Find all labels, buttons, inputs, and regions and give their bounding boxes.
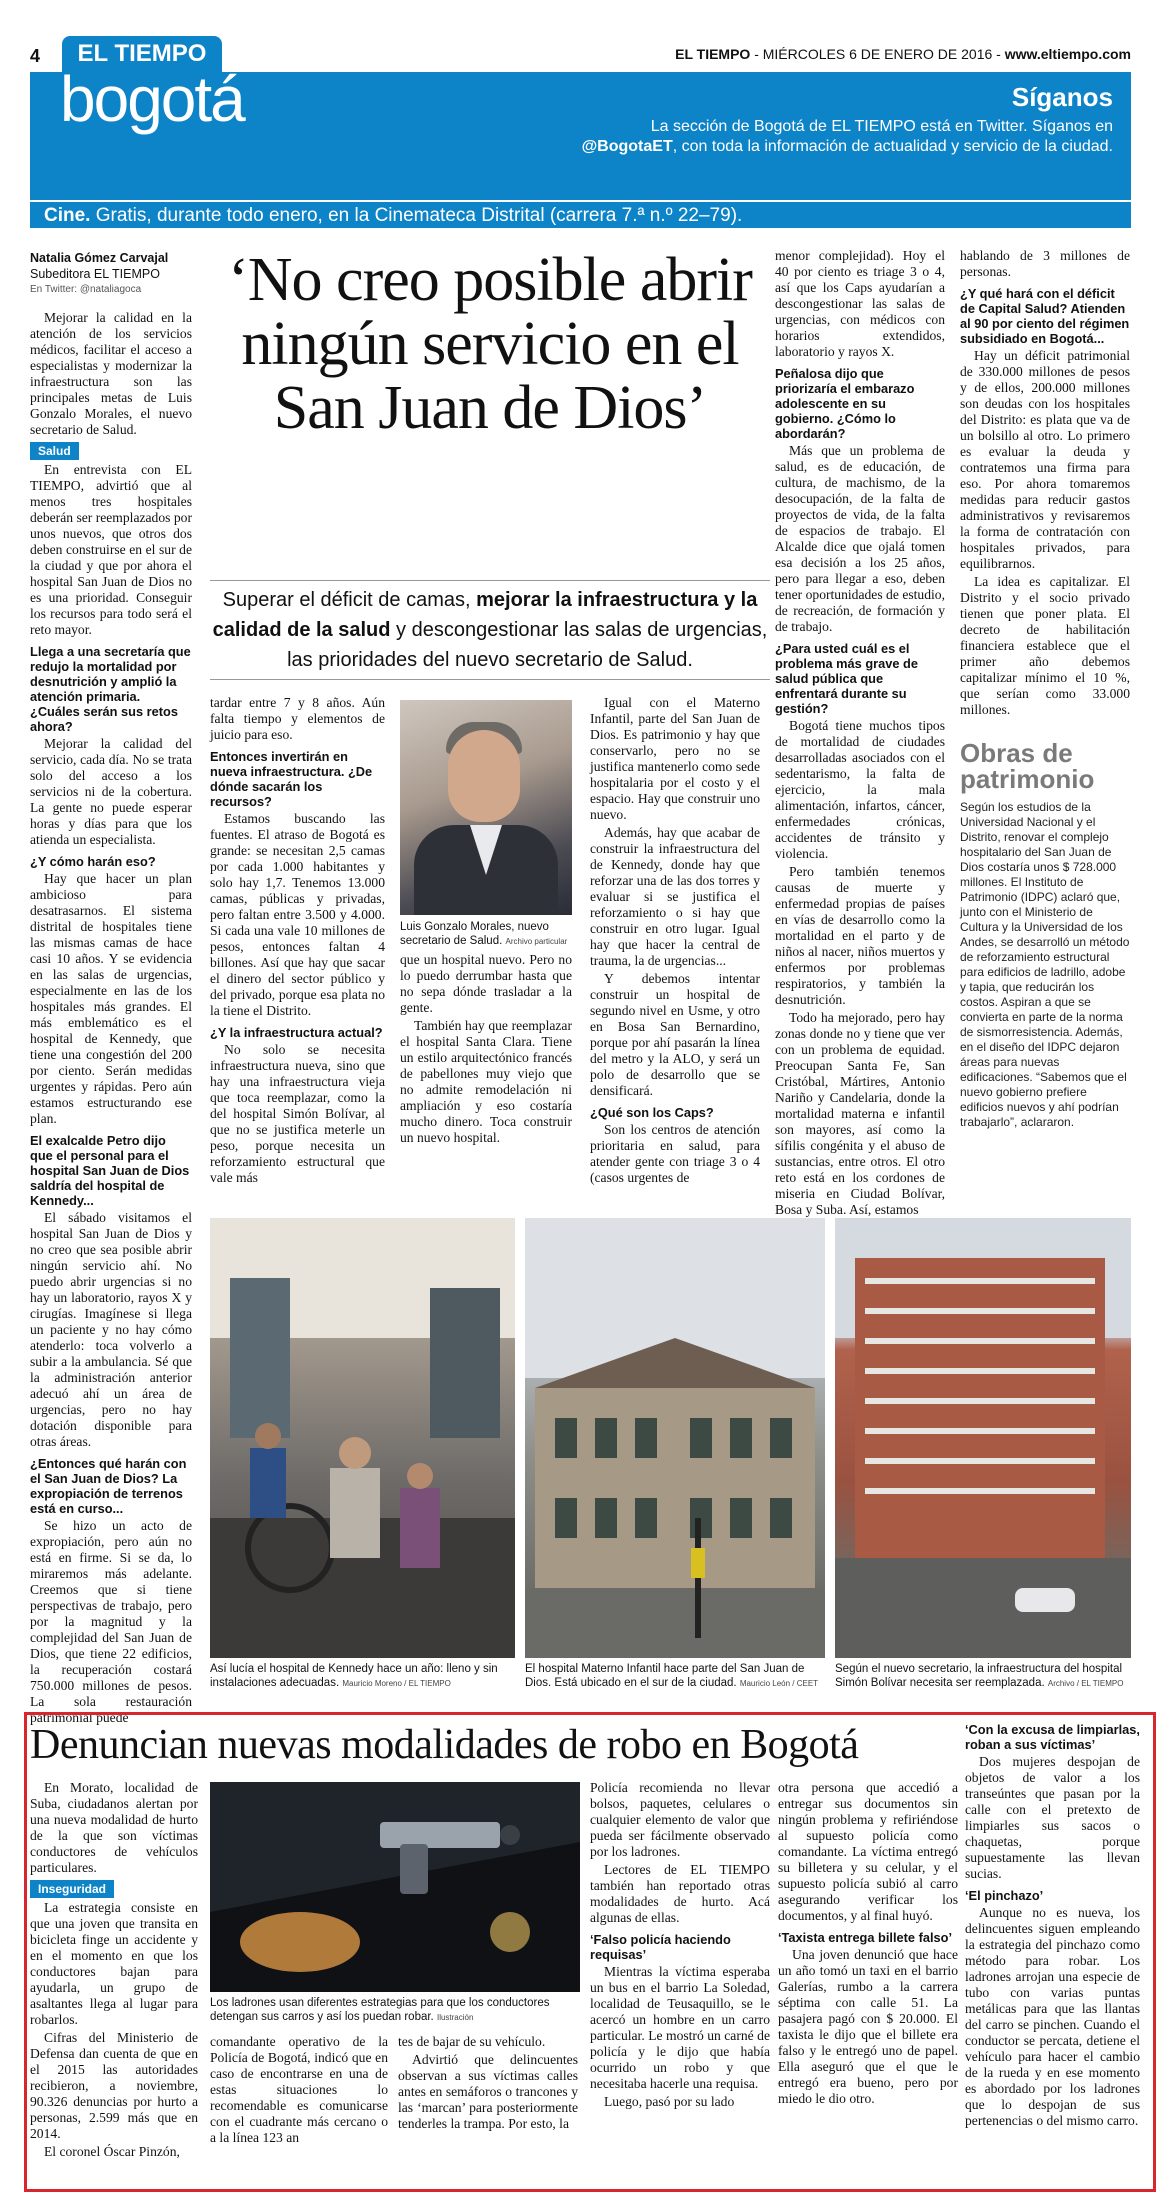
question: Peñalosa dijo que priorizaría el embarazo adolescente en su gobierno. ¿Cómo lo abordarán? (775, 366, 915, 441)
question: ¿Qué son los Caps? (590, 1105, 714, 1120)
answer: Hay un déficit patrimonial de 330.000 millones de pesos y de ellos, 200.000 millones son deudas con los hospitales del Distrito: es plata que va de un bolsillo al otro. Lo primero es evaluar la deuda y contratemos una firma para eso. Por ahora tomaremos medidas para reducir gastos administrativos y revisaremos la forma de contratación con hospitales privados, para equilibrarnos. (960, 348, 1130, 571)
author-name: Natalia Gómez Carvajal (30, 251, 169, 265)
answer: No solo se necesita infraestructura nueva, sino que hay una infraestructura vieja que toca reemplazar, como la del hospital Simón Bolívar, al que no se justifica meterle un peso, porque necesita un reforzamiento estructural que vale más (210, 1042, 385, 1185)
paragraph: menor complejidad). Hoy el 40 por ciento es triage 3 o 4, así que los Caps ayudarían a descongestionar las salas de urgencias, con médicos con horarios extendidos, laboratorio y rayos X. (775, 248, 945, 359)
follow-text-part: La sección de Bogotá de EL TIEMPO está en Twitter. Síganos en (650, 118, 1113, 135)
gun-car-illustration (210, 1782, 580, 1992)
caption-text: Así lucía el hospital de Kennedy hace un año: lleno y sin instalaciones adecuadas. (210, 1663, 498, 1689)
follow-text-part: , con toda la información de actualidad y servicio de la ciudad. (672, 138, 1113, 155)
answer: Estamos buscando las fuentes. El atraso de Bogotá es grande: se necesitan 2,5 camas por cada 1.000 habitantes y solo hay 1,7. Tenemos 13.000 camas, públicas y privadas, pero faltan entre 3.500 y 4.000. Si cada una vale 10 millones de pesos, entonces faltan 4 billones. Así que hay que sacar el dinero del sector público y del privado, porque esa plata no la tiene el Distrito. (210, 811, 385, 1018)
caption-text: El hospital Materno Infantil hace parte del San Juan de Dios. Está ubicado en el sur de la ciudad. (525, 1663, 805, 1689)
paragraph: Y debemos intentar construir un hospital de segundo nivel en Usme, y otro en Bosa San Bernardino, porque por ahí pasarán la línea del metro y la ALO, y será un polo de desarrollo que se densificará. (590, 971, 760, 1098)
hospital-waiting-illustration (210, 1218, 515, 1658)
follow-text (553, 117, 1113, 157)
follow-title: Síganos (1011, 82, 1113, 112)
photo-kennedy-hospital (210, 1218, 515, 1658)
caption-text: Según el nuevo secretario, la infraestructura del hospital Simón Bolívar necesita ser reemplazada. (835, 1663, 1123, 1689)
question: Llega a una secretaría que redujo la mortalidad por desnutrición y amplió la atención primaria. ¿Cuáles serán sus retos ahora? (30, 644, 191, 734)
section-tag: Inseguridad (30, 1880, 114, 1898)
question: Entonces invertirán en nueva infraestructura. ¿De dónde sacarán los recursos? (210, 749, 373, 809)
twitter-handle[interactable]: @BogotaET (581, 138, 673, 155)
photo-materno-infantil (525, 1218, 825, 1658)
section-tag: Salud (30, 442, 79, 460)
portrait-caption (400, 920, 572, 949)
column-2 (210, 695, 385, 1188)
byline (30, 250, 192, 298)
photo-credit: Archivo particular (505, 937, 568, 946)
paragraph: El coronel Óscar Pinzón, (44, 2144, 180, 2159)
paragraph: Aunque no es nueva, los delincuentes siguen empleando la estrategia del pinchazo como método para robar. Los ladrones arrojan una especie de tubo con varias puntas metálicas para que las llantas del carro se pinchen. Cuando el conductor se percata, detiene el vehículo para hacer el cambio de la rueda y en ese momento es abordado por los ladrones que lo despojan de sus pertenencias o del mismo carro. (965, 1905, 1140, 2128)
paragraph: Igual con el Materno Infantil, parte del San Juan de Dios. Es patrimonio y hay que conservarlo, pero no se justifica mantenerlo como sede hospitalaria por el costo y el espacio. Hay que construir uno nuevo. (590, 695, 760, 822)
paragraph: En entrevista con EL TIEMPO, advirtió que al menos tres hospitales deberán ser reemplazados por unos nuevos, que otros dos deben construirse en el sur de la ciudad y que por ahora el hospital San Juan de Dios no es una prioridad. Conseguir los recursos para todo será el reto mayor. (30, 462, 192, 637)
answer: Todo ha mejorado, pero hay zonas donde no y tiene que ver con un problema de equidad. Preocupan Santa Fe, San Cristóbal, Mártires, Antonio Nariño y Candelaria, donde la mortalidad materna e infantil son mayores, así como la sífilis congénita y el abuso de sustancias, entre otros. El otro reto está en los cordones de miseria en Ciudad Bolívar, Bosa y Suba. Así, estamos (775, 1010, 945, 1217)
section-banner (30, 63, 1131, 200)
paragraph: Lectores de EL TIEMPO también han reportado otras modalidades de hurto. Acá algunas de ellas. (590, 1862, 770, 1925)
building-illustration (525, 1218, 825, 1658)
dateline-date: - MIÉRCOLES 6 DE ENERO DE 2016 - (750, 46, 1005, 62)
question: El exalcalde Petro dijo que el personal para el hospital San Juan de Dios saldría del hospital de Kennedy... (30, 1133, 190, 1208)
paragraph: Mejorar la calidad en la atención de los servicios médicos, facilitar el acceso a especialistas y modernizar la infraestructura son las principales metas de Luis Gonzalo Morales, el nuevo secretario de Salud. (30, 310, 192, 437)
answer: Más que un problema de salud, es de educación, de cultura, de machismo, de la desocupación, de la falta de proyectos de vida, de la falta de espacios de trabajo. El Alcalde dice que ojalá tomen esa decisión a los 25 años, pero para llegar a eso, deben tener oportunidades de estudio, de recreación, de formación y de trabajo. (775, 443, 945, 634)
answer: Se hizo un acto de expropiación, pero aún no está en firme. Si se da, lo miraremos más adelante. Creemos que si tiene perspectivas de trabajo, pero por la magnitud y la complejidad del San Juan de Dios, que tiene 22 edificios, la recuperación costará 750.000 millones de pesos. La sola restauración patrimonial puede (30, 1518, 192, 1725)
author-twitter: En Twitter: @nataliagoca (30, 284, 142, 295)
column-3 (590, 695, 760, 1188)
question: ¿Y cómo harán eso? (30, 854, 156, 869)
caption-text: Los ladrones usan diferentes estrategias para que los conductores detengan sus carros y así los puedan robar. (210, 1997, 550, 2023)
photo-credit: Ilustración (436, 2013, 474, 2022)
cine-label: Cine. (44, 205, 91, 226)
photo-credit: Archivo / EL TIEMPO (1047, 1679, 1124, 1688)
tower-illustration (835, 1218, 1131, 1658)
robbery-column-3 (398, 2034, 578, 2134)
photo-caption (525, 1662, 825, 1691)
question: ¿Entonces qué harán con el San Juan de Dios? La expropiación de terrenos está en curso... (30, 1456, 187, 1516)
brand-logo: EL TIEMPO (62, 36, 222, 72)
robbery-photo-caption (210, 1996, 580, 2025)
question: ¿Y qué hará con el déficit de Capital Salud? Atienden al 90 por ciento del régimen subsidiado en Bogotá... (960, 286, 1130, 346)
deck-text: Superar el déficit de camas, (222, 589, 477, 611)
cine-bar (30, 200, 1131, 228)
sidebar-title: Obras de patrimonio (960, 738, 1095, 794)
paragraph: Una joven denunció que hace un año tomó un taxi en el barrio Galerías, rumbo a la carrera séptima con calle 51. La pasajera pagó con $ 20.000. El taxista le dijo que el billete era falso y le entregó uno de papel. Ella aseguró que el que le entregó era bueno, pero por miedo le dio otro. (778, 1947, 958, 2106)
answer: Pero también tenemos causas de muerte y enfermedad propias de países en vías de desarrollo como la mortalidad en el parto y de niños al nacer, niños muertos y enfermos por problemas respiratorios, y también la desnutrición. (775, 864, 945, 1007)
author-role: Subeditora EL TIEMPO (30, 267, 160, 281)
paragraph: También hay que reemplazar el hospital Santa Clara. Tiene un estilo arquitectónico francés de pabellones muy viejo que no admite remodelación ni ampliación y eso costaría mucho dinero. Toca construir un nuevo hospital. (400, 1018, 572, 1145)
robbery-column-1 (30, 1780, 198, 2162)
photo-simon-bolivar (835, 1218, 1131, 1658)
paragraph: La estrategia consiste en que una joven que transita en bicicleta finge un accidente y en el momento en que los conductores bajan para ayudarla, un grupo de asaltantes llega al lugar para robarlos. (30, 1900, 198, 2027)
paragraph: Dos mujeres despojan de objetos de valor a los transeúntes que pasan por la calle con el pretexto de limpiarles sus sacos o chaquetas, porque supuestamente las llevan sucias. (965, 1754, 1140, 1881)
paragraph: Policía recomienda no llevar bolsos, paquetes, celulares o cualquier elemento de valor que pueda ser fácilmente observado por los ladrones. (590, 1780, 770, 1859)
dateline-site: www.eltiempo.com (1004, 46, 1131, 62)
subheading: ‘Falso policía haciendo requisas’ (590, 1932, 731, 1962)
column-4 (775, 248, 945, 1220)
paragraph: tardar entre 7 y 8 años. Aún falta tiempo y elementos de juicio para eso. (210, 695, 385, 742)
answer: El sábado visitamos el hospital San Juan de Dios y no creo que sea posible abrir ningún servicio ahí. No puedo abrir urgencias si no hay un laboratorio, rayos X y cirugías. Imagínese si llega un paciente y no hay cómo atenderlo: toca volverlo a subir a la ambulancia. Sé que la administración anterior adecuó ahí un área de urgencias, pero no hay dotación disponible para otras áreas. (30, 1210, 192, 1449)
deck-bold: mejorar la infraestructura y la calidad de la salud (212, 589, 758, 641)
subheading: ‘Con la excusa de limpiarlas, roban a sus víctimas’ (965, 1722, 1140, 1752)
answer: Bogotá tiene muchos tipos de mortalidad de ciudades desarrolladas asociados con el sedentarismo, la falta de ejercicio, la mala alimentación, infartos, cáncer, enfermedades crónicas, accidentes de tránsito y violencia. (775, 718, 945, 861)
question: ¿Para usted cuál es el problema más grave de salud pública que enfrentará durante su gestión? (775, 641, 918, 716)
paragraph: En Morato, localidad de Suba, ciudadanos alertan por una nueva modalidad de hurto de la que son víctimas conductores de vehículos particulares. (30, 1780, 198, 1875)
cine-text: Gratis, durante todo enero, en la Cinemateca Distrital (carrera 7.ª n.º 22–79). (90, 205, 743, 226)
paragraph: que un hospital nuevo. Pero no lo puedo derrumbar hasta que no sepa dónde trasladar a la gente. (400, 952, 572, 1015)
photo-credit: Mauricio Moreno / EL TIEMPO (342, 1679, 451, 1688)
dateline (675, 46, 1131, 62)
answer: Hay que hacer un plan ambicioso para desatrasarnos. El sistema distrital de hospitales tiene las mismas camas de hace casi 10 años. Y se evidencia en las salas de urgencias, especialmente en las de los hospitales más grandes. El más emblemático es el hospital de Kennedy, que tiene una congestión del 200 por ciento. Serán medidas urgentes y rápidas. Pero aún estamos estructurando ese plan. (30, 871, 192, 1126)
dateline-brand: EL TIEMPO (675, 46, 751, 62)
paragraph: hablando de 3 millones de personas. (960, 248, 1130, 279)
main-headline: ‘No creo posible abrir ningún servicio en el San Juan de Dios’ (228, 246, 752, 442)
photo-caption (210, 1662, 515, 1691)
question: ¿Y la infraestructura actual? (210, 1025, 383, 1040)
column-2b (400, 952, 572, 1148)
answer: La idea es capitalizar. El Distrito y el socio privado tienen que poner plata. El decreto de habilitación financiera establece que el primer año debemos capitalizar mínimo el 10 %, que serían como 33.000 millones. (960, 574, 1130, 717)
photo-credit: Mauricio León / CEET (739, 1679, 819, 1688)
robbery-column-4 (590, 1780, 770, 2112)
sidebar-box (960, 740, 1130, 1130)
paragraph: Cifras del Ministerio de Defensa dan cuenta de que en el 2015 las autoridades recibieron, a noviembre, 90.326 denuncias por hurto a personas, 2.599 más que en 2014. (30, 2030, 198, 2141)
paragraph: Mientras la víctima esperaba un bus en el barrio La Soledad, localidad de Teusaquillo, se le acercó un hombre en un carro particular. Le mostró un carné de policía y le dijo que había ocurrido un robo y que necesitaba hacerle una requisa. (590, 1964, 770, 2091)
deck-text: y descongestionar las salas de urgencias, las prioridades del nuevo secretario de Salud. (287, 619, 768, 671)
follow-box (553, 82, 1113, 157)
answer: Son los centros de atención prioritaria en salud, para atender gente con triage 3 o 4 (casos urgentes de (590, 1122, 760, 1185)
photo-caption (835, 1662, 1131, 1691)
paragraph: Además, hay que acabar de construir la infraestructura del de Kennedy, donde hay que reforzar una de las dos torres y evaluar si se justifica el reforzamiento o si hay que construir en otro lugar. Igual hay que hacer la central de trauma, la de urgencias... (590, 825, 760, 968)
paragraph: Luego, pasó por su lado (604, 2094, 735, 2109)
section-title: bogotá (60, 63, 244, 135)
paragraph: Advirtió que delincuentes observan a sus víctimas calles antes en semáforos o trancones y las ‘marcan’ para posteriormente tenderles la trampa. Por esto, la (398, 2052, 578, 2131)
subheading: ‘El pinchazo’ (965, 1888, 1044, 1903)
deck (210, 580, 770, 680)
sidebar-body: Según los estudios de la Universidad Nacional y el Distrito, renovar el complejo hospitalario del San Juan de Dios costaría unos $ 728.000 millones. El Instituto de Patrimonio (IDPC) aclaró que, junto con el Ministerio de Cultura y la Universidad de los Andes, se desarrolló un método de reforzamiento estructural para edificios de ladrillo, adobe y tapia, que reducirán los costos. Aspiran a que se convierta en parte de la norma de sismorresistencia. Además, en el diseño del IDPC dejaron áreas para nuevas edificaciones. “Sabemos que el nuevo gobierno prefiere edificios nuevos y ahí podrían trabajarlo”, aclararon. (960, 800, 1130, 1129)
page-number: 4 (30, 46, 41, 66)
robbery-column-5 (778, 1780, 958, 2109)
portrait-face (448, 730, 520, 822)
robbery-column-6 (965, 1716, 1140, 2131)
paragraph: comandante operativo de la Policía de Bogotá, indicó que en caso de encontrarse en una de estas situaciones lo recomendable es comunicarse con el cuadrante más cercano o a la línea 123 an (210, 2034, 388, 2145)
subheading: ‘Taxista entrega billete falso’ (778, 1930, 953, 1945)
paragraph: otra persona que accedió a entregar sus documentos sin ningún problema y refiriéndose al supuesto policía como comandante. La víctima entregó su billetera y su celular, y el supuesto policía subió al carro asegurando verificar los documentos, y al final huyó. (778, 1780, 958, 1923)
column-1 (30, 310, 192, 1728)
paragraph: tes de bajar de su vehículo. (398, 2034, 546, 2049)
robbery-photo (210, 1782, 580, 1992)
caption-text: Luis Gonzalo Morales, nuevo secretario de Salud. (400, 921, 549, 947)
column-5 (960, 248, 1130, 720)
robbery-column-2 (210, 2034, 388, 2148)
portrait-photo (400, 700, 572, 915)
answer: Mejorar la calidad del servicio, cada día. No se trata solo del acceso a los servicios ni de la cobertura. La gente no puede esperar horas y días para que los atienda un especialista. (30, 736, 192, 847)
robbery-headline: Denuncian nuevas modalidades de robo en Bogotá (30, 1722, 859, 1768)
